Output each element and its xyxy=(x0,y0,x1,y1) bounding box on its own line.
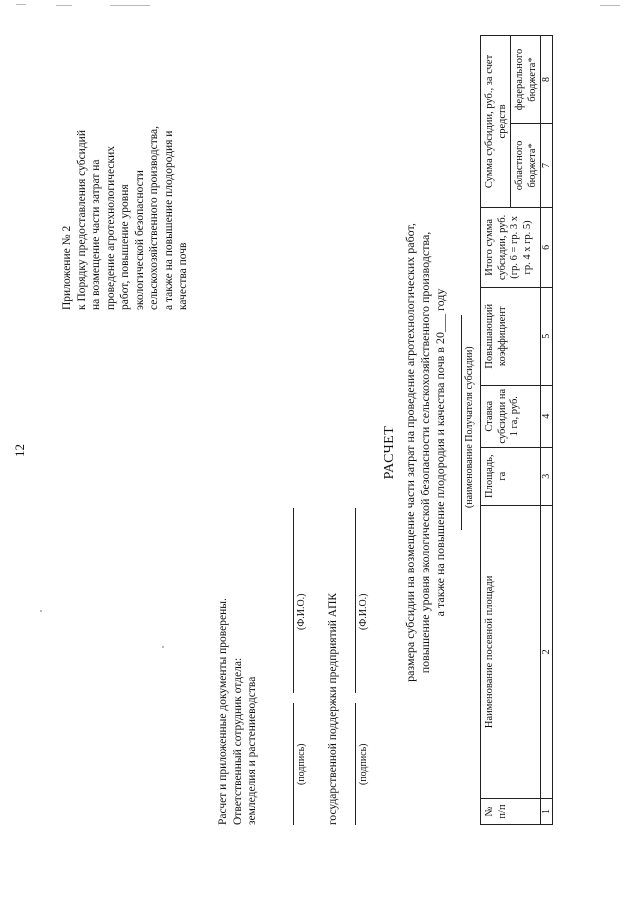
header-total: Итого сумма субсидии, руб. (гр. 6 = гр. 3 х гр. 4 х гр. 5) xyxy=(481,207,541,287)
column-number: 8 xyxy=(541,36,553,124)
annex-line: работ, повышение уровня xyxy=(119,184,131,310)
department-line: государственной поддержки предприятий АПК xyxy=(327,592,339,825)
fio-line-2 xyxy=(355,508,356,693)
header-coefficient: Повышающий коэффициент xyxy=(481,287,541,385)
document-subtitle xyxy=(403,0,448,905)
column-number: 3 xyxy=(541,447,553,505)
annex-line: Приложение № 2 xyxy=(61,225,73,310)
annex-line: сельскохозяйственного производства, xyxy=(148,125,160,310)
annex-line: качества почв xyxy=(177,242,189,310)
column-number: 6 xyxy=(541,207,553,287)
table-number-row xyxy=(541,36,553,825)
subtitle-line: повышение уровня экологической безопасности сельскохозяйственного производства, xyxy=(418,231,432,674)
column-number: 7 xyxy=(541,124,553,208)
header-federal: федерального бюджета* xyxy=(511,36,541,124)
header-crop-area-name: Наименование посевной площади xyxy=(481,505,541,798)
verification-block xyxy=(216,598,260,825)
fio-line xyxy=(293,508,294,693)
annex-block xyxy=(60,126,191,310)
header-area: Площадь, га xyxy=(481,447,541,505)
annex-line: к Порядку предоставления субсидий xyxy=(75,130,88,310)
column-number: 5 xyxy=(541,287,553,385)
annex-line: а также на повышение плодородия и xyxy=(162,130,175,310)
verification-line: земледелия и растениеводства xyxy=(246,676,258,825)
signature-line-2 xyxy=(355,703,356,825)
subsidy-table xyxy=(480,35,553,825)
annex-line: на возмещение части затрат на xyxy=(90,159,102,310)
subtitle-line: размера субсидии на возмещение части затрат на проведение агротехнологических работ, xyxy=(403,223,417,682)
header-regional: областного бюджета* xyxy=(511,124,541,208)
recipient-caption: (наименование Получателя субсидии) xyxy=(464,346,475,508)
signature-line xyxy=(293,703,294,825)
column-number: 2 xyxy=(541,505,553,798)
header-number: № п/п xyxy=(481,799,541,825)
column-number: 4 xyxy=(541,385,553,447)
verification-line: Расчет и приложенные документы проверены. xyxy=(217,598,229,825)
annex-line: экологической безопасности xyxy=(133,170,146,310)
recipient-line xyxy=(461,315,462,530)
signature-caption-2: (подпись) xyxy=(358,743,369,785)
subtitle-line: а также на повышение плодородия и качества почв в 20___ году xyxy=(433,288,447,617)
document-heading: РАСЧЕТ xyxy=(382,425,397,480)
fio-caption: (Ф.И.О.) xyxy=(296,593,307,630)
signature-caption: (подпись) xyxy=(296,743,307,785)
annex-line: проведение агротехнологических xyxy=(104,146,117,310)
header-group: Сумма субсидии, руб., за счет средств xyxy=(481,36,511,208)
column-number: 1 xyxy=(541,799,553,825)
table-header-row xyxy=(481,36,511,825)
fio-caption-2: (Ф.И.О.) xyxy=(358,593,369,630)
header-rate: Ставка субсидии на 1 га, руб. xyxy=(481,385,541,447)
verification-line: Ответственный сотрудник отдела: xyxy=(231,657,244,825)
page-number: 12 xyxy=(12,444,27,457)
